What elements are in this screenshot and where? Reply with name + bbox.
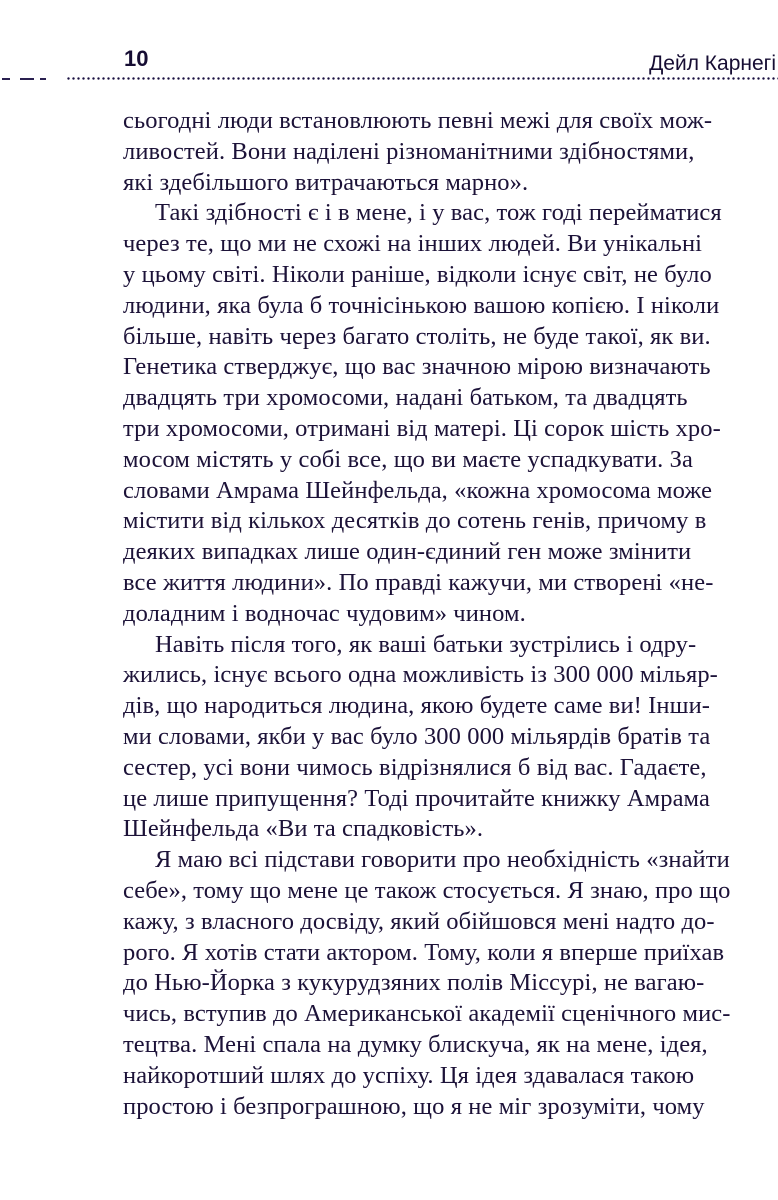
text-line: людини, яка була б точнісінькою вашою копією. І ніколи	[123, 291, 720, 319]
text-line: Навіть після того, як ваші батьки зустрілись і одру-	[155, 630, 697, 658]
text-line: чись, вступив до Американської академії сценічного мис-	[123, 1000, 731, 1028]
text-line: які здебільшого витрачаються марно».	[123, 168, 529, 196]
text-line: себе», тому що мене це також стосується. Я знаю, про що	[123, 876, 731, 904]
running-head-author: Дейл Карнегі	[649, 52, 776, 75]
text-line: простою і безпрограшною, що я не міг зрозуміти, чому	[123, 1092, 705, 1120]
text-line: більше, навіть через багато століть, не буде такої, як ви.	[123, 322, 711, 350]
text-line: кажу, з власного досвіду, який обійшовся мені надто до-	[123, 907, 715, 935]
text-line: містити від кількох десятків до сотень генів, причому в	[123, 507, 707, 535]
text-line: у цьому світі. Ніколи раніше, відколи існує світ, не було	[123, 260, 712, 288]
text-line: Шейнфельда «Ви та спадковість».	[123, 815, 484, 843]
rule-dash	[20, 78, 34, 80]
text-line: Генетика стверджує, що вас значною мірою визначають	[123, 353, 711, 381]
text-line: ми словами, якби у вас було 300 000 мільярдів братів та	[123, 722, 711, 750]
text-line: до Нью-Йорка з кукурудзяних полів Міссурі, не вагаю-	[123, 969, 705, 997]
text-line: через те, що ми не схожі на інших людей. Ви унікальні	[123, 230, 703, 258]
text-line: доладним і водночас чудовим» чином.	[123, 599, 526, 627]
dotted-rule	[0, 77, 778, 80]
text-line: дів, що народиться людина, якою будете саме ви! Інши-	[123, 692, 711, 720]
text-line: жились, існує всього одна можливість із 300 000 мільяр-	[123, 661, 718, 689]
rule-dash	[40, 78, 46, 80]
text-line: найкоротший шлях до успіху. Ця ідея здавалася такою	[123, 1061, 695, 1089]
text-line: словами Амрама Шейнфельда, «кожна хромосома може	[123, 476, 713, 504]
text-line: двадцять три хромосоми, надані батьком, та двадцять	[123, 384, 688, 412]
text-line: рого. Я хотів стати актором. Тому, коли я вперше приїхав	[123, 938, 725, 966]
text-line: мосом містять у собі все, що ви маєте успадкувати. За	[123, 445, 693, 473]
text-line: сестер, усі вони чимось відрізнялися б від вас. Гадаєте,	[123, 753, 707, 781]
running-head	[0, 40, 778, 80]
body-text	[123, 106, 778, 1122]
text-line: три хромосоми, отримані від матері. Ці сорок шість хро-	[123, 414, 721, 442]
text-line: це лише припущення? Тоді прочитайте книжку Амрама	[123, 784, 710, 812]
text-line: Такі здібності є і в мене, і у вас, тож годі перейматися	[155, 199, 722, 227]
text-line: Я маю всі підстави говорити про необхідність «знайти	[155, 846, 730, 874]
rule-dots	[66, 77, 778, 80]
text-line: все життя людини». По правді кажучи, ми створені «не-	[123, 568, 714, 596]
text-line: деяких випадках лише один-єдиний ген може змінити	[123, 538, 692, 566]
text-line: ливостей. Вони наділені різноманітними здібностями,	[123, 137, 695, 165]
text-line: тецтва. Мені спала на думку блискуча, як на мене, ідея,	[123, 1030, 708, 1058]
page-number: 10	[124, 46, 149, 71]
text-line: сьогодні люди встановлюють певні межі для своїх мож-	[123, 107, 713, 134]
rule-dash	[2, 78, 10, 80]
